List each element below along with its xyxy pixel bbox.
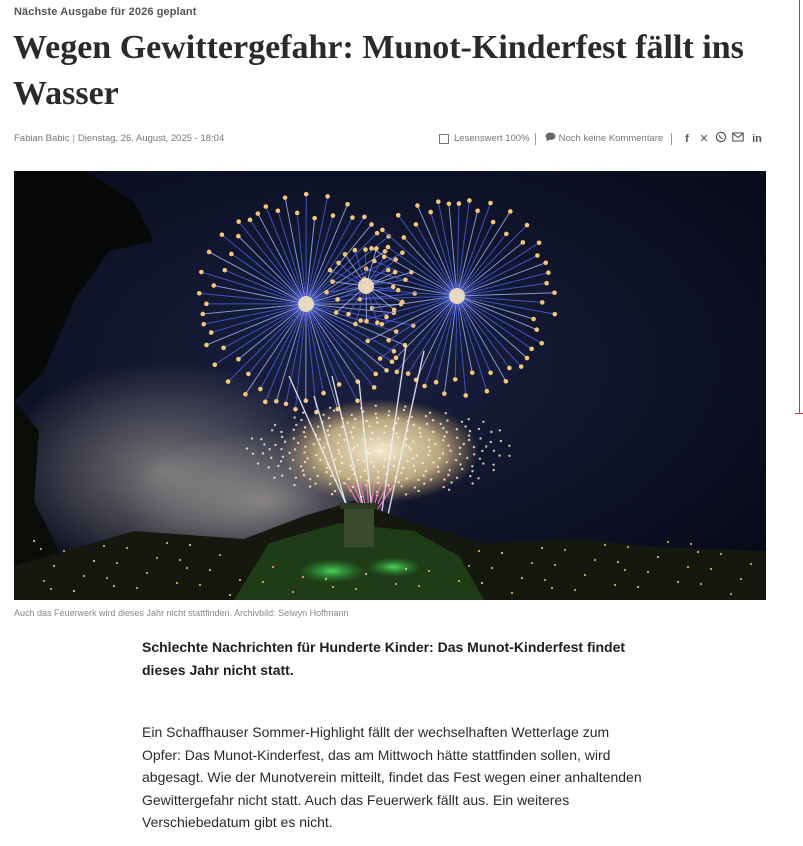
article-lead: Schlechte Nachrichten für Hunderte Kinder: Das Munot-Kinderfest findet dieses Jahr nicht statt. (142, 639, 626, 678)
whatsapp-icon[interactable] (715, 131, 727, 147)
fireworks-photo (14, 171, 766, 600)
image-caption: Auch das Feuerwerk wird dieses Jahr nicht stattfinden. Archivbild: Selwyn Hoffmann (14, 608, 349, 618)
email-icon[interactable] (732, 131, 744, 147)
lesenswert-checkbox[interactable] (439, 134, 449, 144)
linkedin-icon[interactable]: in (752, 133, 762, 145)
meta-separator: | (72, 133, 75, 144)
article-kicker: Nächste Ausgabe für 2026 geplant (14, 6, 197, 18)
toolbar-separator (535, 133, 536, 145)
lesenswert-label[interactable]: Lesenswert 100% (454, 133, 530, 144)
publish-date: Dienstag, 26. August, 2025 - 18:04 (77, 133, 225, 144)
sidebar-border (799, 0, 800, 414)
hero-image (14, 171, 766, 600)
x-icon[interactable]: ✕ (699, 133, 709, 145)
comments-label: Noch keine Kommentare (558, 133, 664, 144)
article-meta (14, 133, 224, 144)
comment-icon (545, 132, 556, 142)
article-headline: Wegen Gewittergefahr: Munot-Kinderfest fällt ins Wasser (13, 29, 744, 112)
toolbar-separator (671, 133, 672, 145)
article-toolbar (438, 131, 766, 147)
article-body: Ein Schaffhauser Sommer-Highlight fällt der wechselhaften Wetterlage zum Opfer: Das Munot-Kinderfest, das am Mittwoch hätte stattfinden sollen, wird abgesagt. Wie der Munotverein mitteilt, findet das Fest wegen einer anhaltenden Gewittergefahr nicht statt. Auch das Feuerwerk fällt aus. Ein weiteres Verschiebedatum gibt es nicht. (142, 724, 642, 830)
sidebar-border-foot (795, 413, 803, 414)
facebook-icon[interactable]: f (685, 133, 689, 145)
comments-link[interactable] (545, 131, 663, 147)
author-link[interactable]: Fabian Babic (14, 133, 70, 144)
